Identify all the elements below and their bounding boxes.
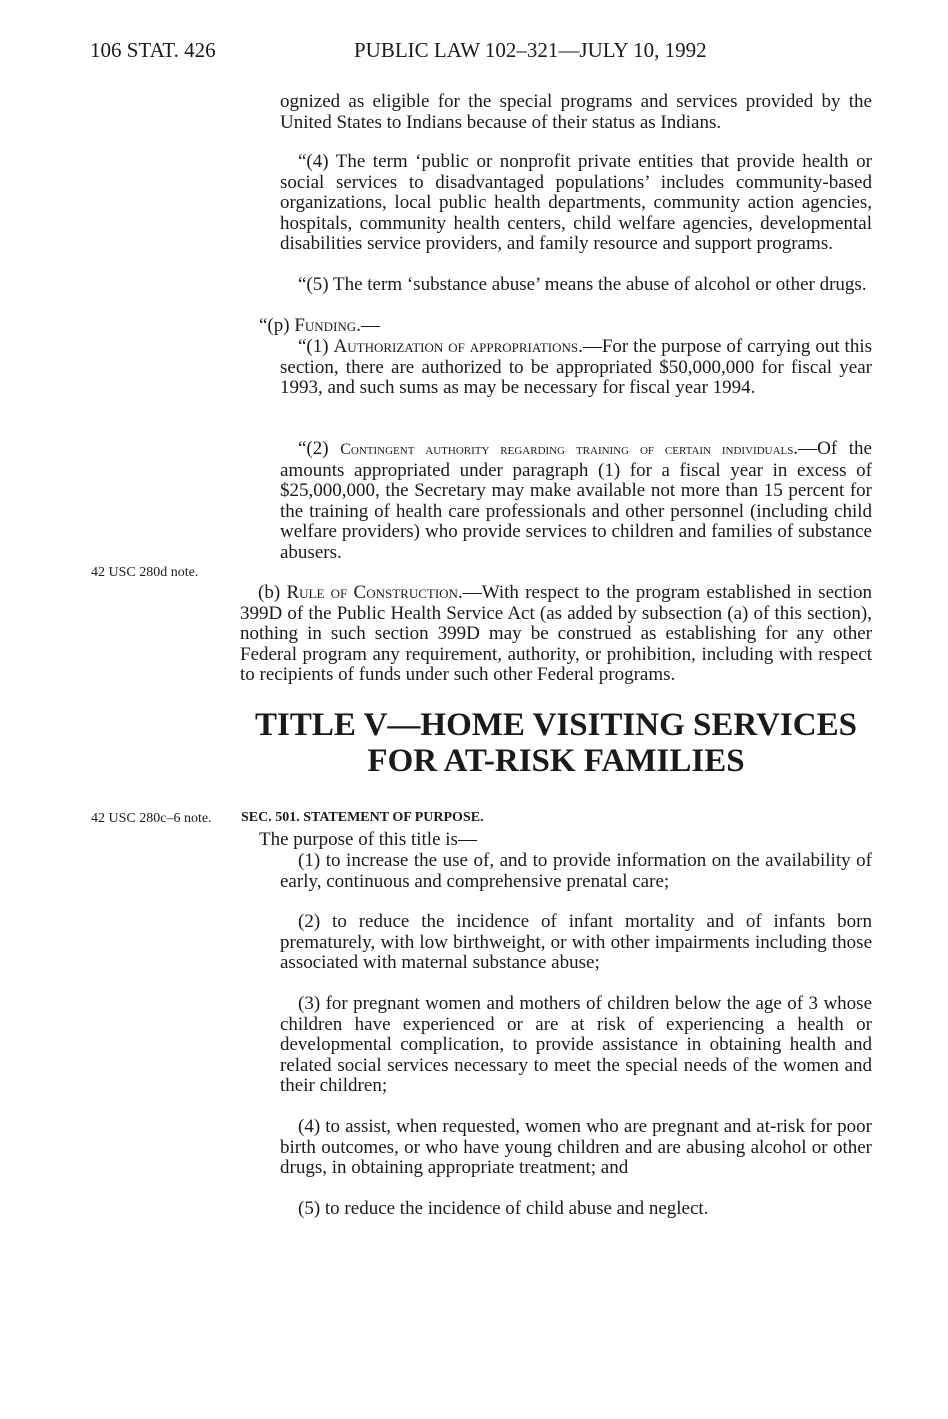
title-heading-line-2: FOR AT-RISK FAMILIES	[367, 743, 745, 779]
section-heading: SEC. 501. STATEMENT OF PURPOSE.	[241, 810, 484, 825]
authorization-lead: “(1)	[298, 336, 334, 357]
paragraph-contingent-authority	[280, 439, 872, 563]
subsection-p-tail: .—	[356, 315, 380, 336]
paragraph-definition-4: “(4) The term ‘public or nonprofit private entities that provide health or social services to disadvantaged populations’ includes community-based organizations, local public health departments, community action agencies, hospitals, community health centers, child welfare agencies, developmental disabilities service providers, and family resource and support programs.	[280, 151, 872, 254]
subsection-p-heading: Funding	[294, 315, 357, 336]
rule-heading: Rule of Construction	[286, 582, 458, 603]
rule-lead: (b)	[258, 582, 287, 603]
subsection-p-lead: “(p)	[259, 315, 295, 336]
paragraph-definition-5: “(5) The term ‘substance abuse’ means the abuse of alcohol or other drugs.	[298, 274, 867, 295]
purpose-item: (2) to reduce the incidence of infant mortality and of infants born prematurely, with low birthweight, or with other impairments including those associated with maternal substance abuse;	[280, 911, 872, 973]
page-stat-number: 106 STAT. 426	[90, 38, 216, 62]
contingent-body: .—Of the amounts appropriated under paragraph (1) for a fiscal year in excess of $25,000,000, the Secretary may make available not more than 15 percent for the training of health care professionals and other personnel (including child welfare providers) who provide services to children and families of substance abusers.	[280, 438, 872, 563]
margin-note-280c-6: 42 USC 280c–6 note.	[91, 811, 212, 826]
purpose-item: (4) to assist, when requested, women who are pregnant and at-risk for poor birth outcomes, or who have young children and are abusing alcohol or other drugs, in obtaining appropriate treatment; and	[280, 1116, 872, 1178]
purpose-item: (1) to increase the use of, and to provide information on the availability of early, continuous and comprehensive prenatal care;	[280, 850, 872, 892]
subsection-p-funding	[259, 316, 872, 337]
contingent-lead: “(2)	[298, 438, 341, 459]
paragraph-continuation: ognized as eligible for the special programs and services provided by the United States to Indians because of their status as Indians.	[280, 91, 872, 133]
authorization-body: .—For the purpose of carrying out this section, there are authorized to be appropriated $50,000,000 for fiscal year 1993, and such sums as may be necessary for fiscal year 1994.	[280, 336, 872, 398]
authorization-heading: Authorization of appropriations	[333, 336, 579, 357]
purpose-item: (5) to reduce the incidence of child abuse and neglect.	[298, 1198, 709, 1219]
paragraph-authorization	[280, 337, 872, 399]
purpose-item: (3) for pregnant women and mothers of children below the age of 3 whose children have experienced or are at risk of experiencing a health or developmental complication, to provide assistance in obtaining health and related social services necessary to meet the special needs of the women and their children;	[280, 993, 872, 1096]
rule-body: .—With respect to the program established in section 399D of the Public Health Service Act (as added by subsection (a) of this section), nothing in such section 399D may be construed as establishing for any other Federal program any requirement, authority, or prohibition, including with respect to recipients of funds under such other Federal programs.	[240, 582, 872, 685]
title-heading-line-1: TITLE V—HOME VISITING SERVICES	[255, 707, 857, 743]
subsection-b-rule-of-construction	[240, 583, 872, 686]
running-header: PUBLIC LAW 102–321—JULY 10, 1992	[354, 38, 707, 62]
contingent-heading: Contingent authority regarding training of certain individuals	[340, 441, 794, 458]
margin-note-280d: 42 USC 280d note.	[91, 565, 199, 580]
section-intro: The purpose of this title is—	[259, 829, 477, 850]
